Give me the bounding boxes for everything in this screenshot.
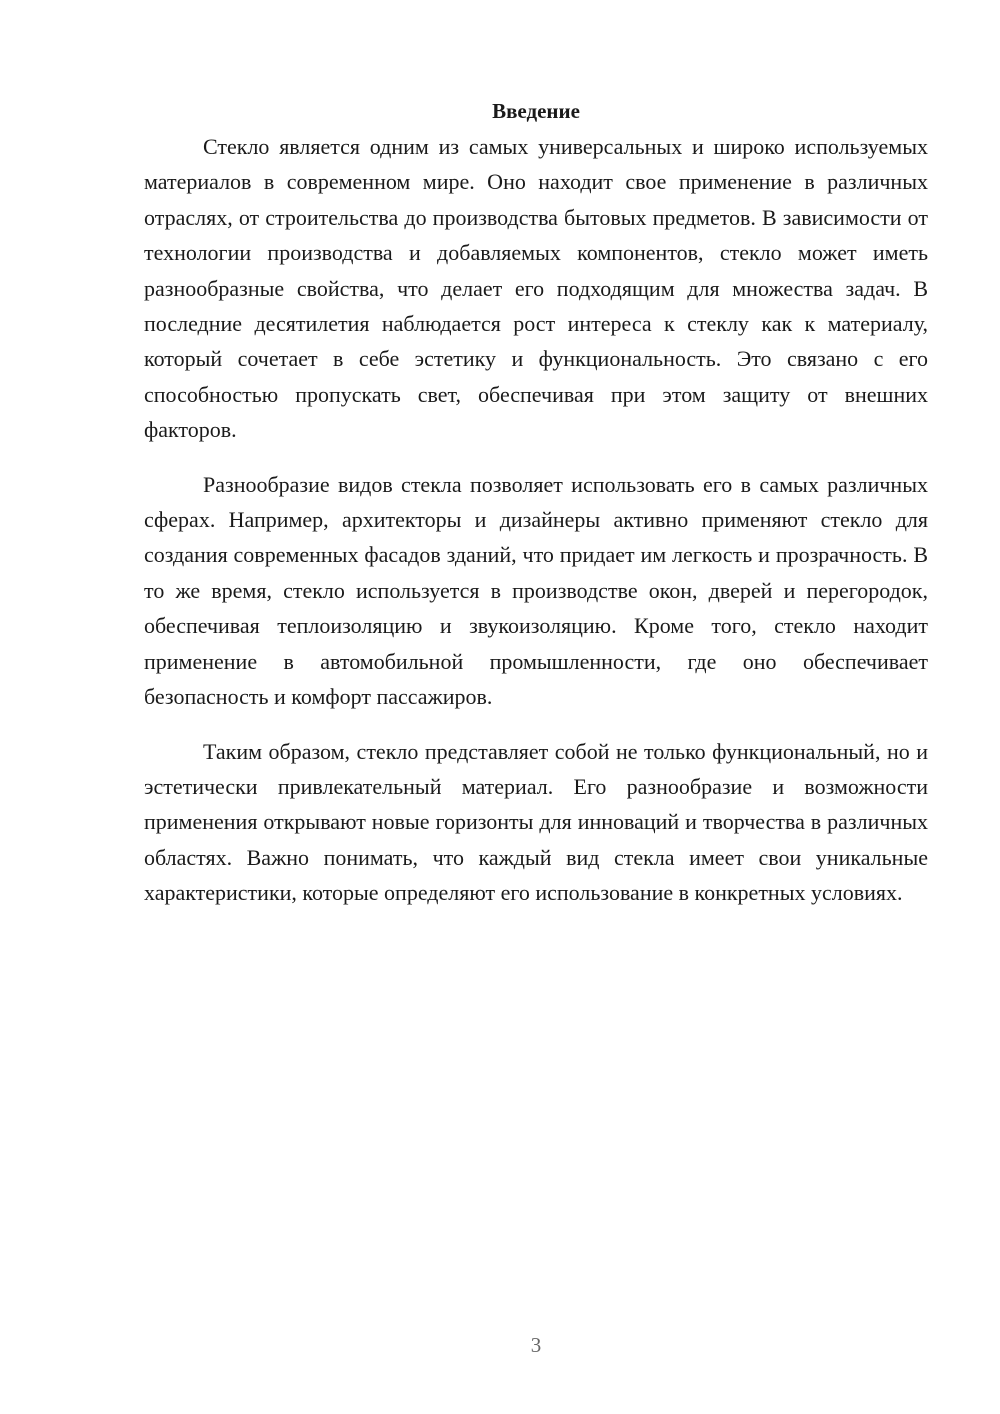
paragraph-3: Таким образом, стекло представляет собой не только функциональный, но и эстетически привлекательный материал. Его разнообразие и возможности применения открывают новые горизонты для инноваций и творчества в различных областях. Важно понимать, что каждый вид стекла имеет свои уникальные характеристики, которые определяют его использование в конкретных условиях. [144, 738, 928, 906]
paragraph-2: Разнообразие видов стекла позволяет использовать его в самых различных сферах. Например, архитекторы и дизайнеры активно применяют стекло для создания современных фасадов зданий, что придает им легкость и прозрачность. В то же время, стекло используется в производстве окон, дверей и перегородок, обеспечивая теплоизоляцию и звукоизоляцию. Кроме того, стекло находит применение в автомобильной промышленности, где оно обеспечивает безопасность и комфорт пассажиров. [144, 471, 928, 710]
page-content [144, 94, 928, 911]
section-heading: Введение [492, 99, 580, 123]
page-number: 3 [530, 1333, 542, 1357]
paragraph-1: Стекло является одним из самых универсальных и широко используемых материалов в современном мире. Оно находит свое применение в различных отраслях, от строительства до производства бытовых предметов. В зависимости от технологии производства и добавляемых компонентов, стекло может иметь разнообразные свойства, что делает его подходящим для множества задач. В последние десятилетия наблюдается рост интереса к стеклу как к материалу, который сочетает в себе эстетику и функциональность. Это связано с его способностью пропускать свет, обеспечивая при этом защиту от внешних факторов. [144, 134, 928, 443]
